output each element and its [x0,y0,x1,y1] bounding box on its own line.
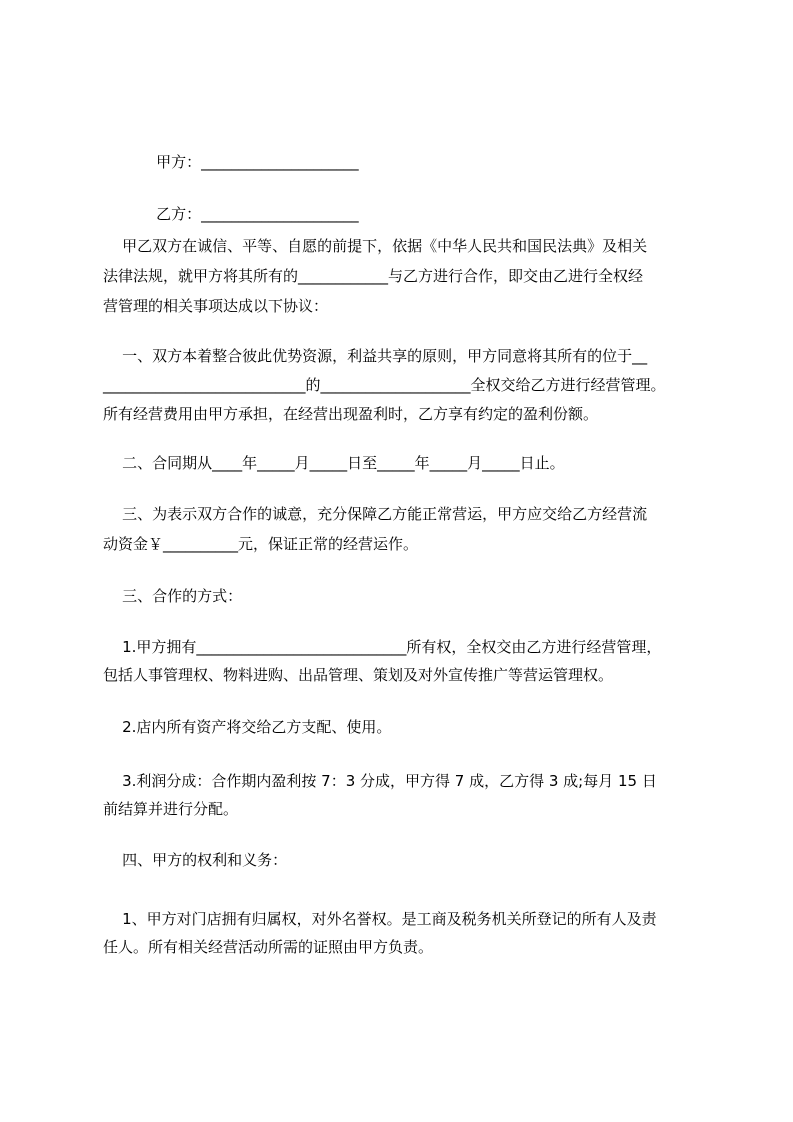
party-a-line [137,132,701,192]
cooperation-heading: 三、合作的方式： [103,587,243,605]
coop-item-2-line: 2.店内所有资产将交给乙方支配、使用。 [103,718,392,736]
preamble-line: 法律法规，就甲方将其所有的____________与乙方进行合作，即交由乙进行全权经 [103,267,644,285]
rights-heading: 四、甲方的权利和义务： [103,851,288,869]
rights-item-1-line: 任人。所有相关经营活动所需的证照由甲方负责。 [103,938,434,956]
clause-1-line: 一、双方本着整合彼此优势资源，利益共享的原则，甲方同意将其所有的位于__ [103,347,648,365]
coop-item-3-line: 3.利润分成：合作期内盈利按 7：3 分成，甲方得 7 成，乙方得 3 成;每月 15 日 [103,772,657,790]
preamble-line: 甲乙双方在诚信、平等、自愿的前提下，依据《中华人民共和国民法典》及相关 [103,237,648,255]
clause-1-line: 所有经营费用由甲方承担，在经营出现盈利时，乙方享有约定的盈利份额。 [103,405,599,423]
clause-1-line: ___________________________的____________________全权交给乙方进行经营管理。 [103,376,666,394]
party-a-blank: _____________________ [201,153,359,171]
party-b-blank: _____________________ [201,205,359,223]
coop-item-1-line: 包括人事管理权、物料进购、出品管理、策划及对外宣传推广等营运管理权。 [103,666,614,684]
preamble-line: 营管理的相关事项达成以下协议： [103,297,329,315]
coop-item-3-line: 前结算并进行分配。 [103,800,239,818]
party-b-line [137,184,701,244]
clause-3-line: 动资金￥__________元，保证正常的经营运作。 [103,535,419,553]
clause-2-line: 二、合同期从____年_____月_____日至_____年_____月_____日止。 [103,454,565,472]
rights-item-1-line: 1、甲方对门店拥有归属权，对外名誉权。是工商及税务机关所登记的所有人及责 [103,910,657,928]
clause-3-line: 三、为表示双方合作的诚意，充分保障乙方能正常营运，甲方应交给乙方经营流 [103,505,648,523]
coop-item-1-line: 1.甲方拥有____________________________所有权，全权交由乙方进行经营管理， [103,638,662,656]
party-a-label: 甲方： [156,153,202,171]
party-b-label: 乙方： [156,205,202,223]
